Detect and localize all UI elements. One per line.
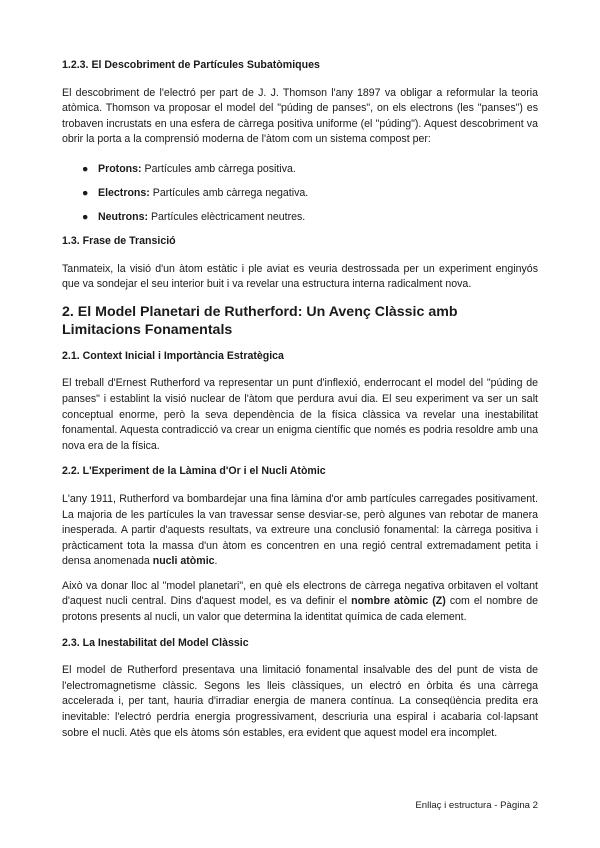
heading-2-1: 2.1. Context Inicial i Importància Estratègica [62,349,284,362]
desc-electrons: Partícules amb càrrega negativa. [149,186,309,199]
document-page [62,58,538,741]
term-nucli-atomic: nucli atòmic [152,555,215,568]
list-item-neutrons [62,210,538,234]
bullet-icon: ● [82,186,89,199]
bullet-icon: ● [82,162,89,175]
term-neutrons: Neutrons: [98,210,149,223]
bullet-icon: ● [82,210,89,223]
paragraph-instability: El model de Rutherford presentava una limitació fonamental insalvable des del punt de vista de l'electromagnetisme clàssic. Segons les lleis clàssiques, un electró en òrbita és una càrrega accelerada i, per tant, hauria d'irradiar energia de manera contínua. La conseqüència predita era inevitable: l'electró perdria energia progressivament, descriuria una espiral i acabaria col·lapsant sobre el nucli. Atès que els àtoms són estables, era evident que aquest model era incomplet. [62,664,538,739]
heading-1-2-3: 1.2.3. El Descobriment de Partícules Subatòmiques [62,59,320,71]
heading-2-3: 2.3. La Inestabilitat del Model Clàssic [62,636,249,649]
list-item-protons [62,162,538,186]
paragraph-context: El treball d'Ernest Rutherford va representar un punt d'inflexió, enderrocant el model del "púding de panses" i establint la visió nuclear de l'àtom que perdura avui dia. El seu experiment va ser un salt conceptual enorme, però la seva dependència de la física clàssica va revelar una inestabilitat fonamental. Aquesta contradicció va crear un enigma científic que només es podria resoldre amb una nova era de la física. [62,377,538,452]
term-protons: Protons: [98,162,142,175]
paragraph-transition: Tanmateix, la visió d'un àtom estàtic i ple aviat es veuria destrossada per un experiment enginyós que va sondejar el seu interior buit i va revelar una estructura interna radicalment nova. [62,262,538,291]
paragraph-planetary-model: Això va donar lloc al "model planetari", en què els electrons de càrrega negativa orbitaven el voltant d'aquest nucli central. Dins d'aquest model, es va definir el nombre atòmic (Z) com el nombre de protons presents al nucli, un valor que determina la identitat química de cada element. [62,579,538,624]
list-item-electrons [62,186,538,210]
heading-2-2: 2.2. L'Experiment de la Làmina d'Or i el Nucli Atòmic [62,465,326,478]
term-nombre-atomic: nombre atòmic (Z) [351,595,446,608]
desc-protons: Partícules amb càrrega positiva. [141,162,296,175]
term-electrons: Electrons: [98,186,150,199]
heading-1-3: 1.3. Frase de Transició [62,234,176,247]
particle-list [62,162,538,234]
paragraph-gold-foil: L'any 1911, Rutherford va bombardejar una fina làmina d'or amb partícules carregades positivament. La majoria de les partícules la van travessar sense desviar-se, però algunes van rebotar de manera inesperada. A partir d'aquests resultats, va extreure una conclusió fonamental: la càrrega positiva i pràcticament tota la massa d'un àtom es concentren en una regió central extremadament petita i densa anomenada nucli atòmic. [62,492,538,568]
page-footer: Enllaç i estructura - Pàgina 2 [415,800,538,811]
heading-2: 2. El Model Planetari de Rutherford: Un Avenç Clàssic amb Limitacions Fonamentals [62,303,458,338]
paragraph-thomson: El descobriment de l'electró per part de J. J. Thomson l'any 1897 va obligar a reformular la teoria atòmica. Thomson va proposar el model del "púding de panses", on els electrons (les "panses") es trobaven incrustats en una esfera de càrrega positiva uniforme (el "púding"). Aquest descobriment va obrir la porta a la comprensió moderna de l'àtom com un sistema compost per: [62,86,538,146]
desc-neutrons: Partícules elèctricament neutres. [148,210,306,223]
